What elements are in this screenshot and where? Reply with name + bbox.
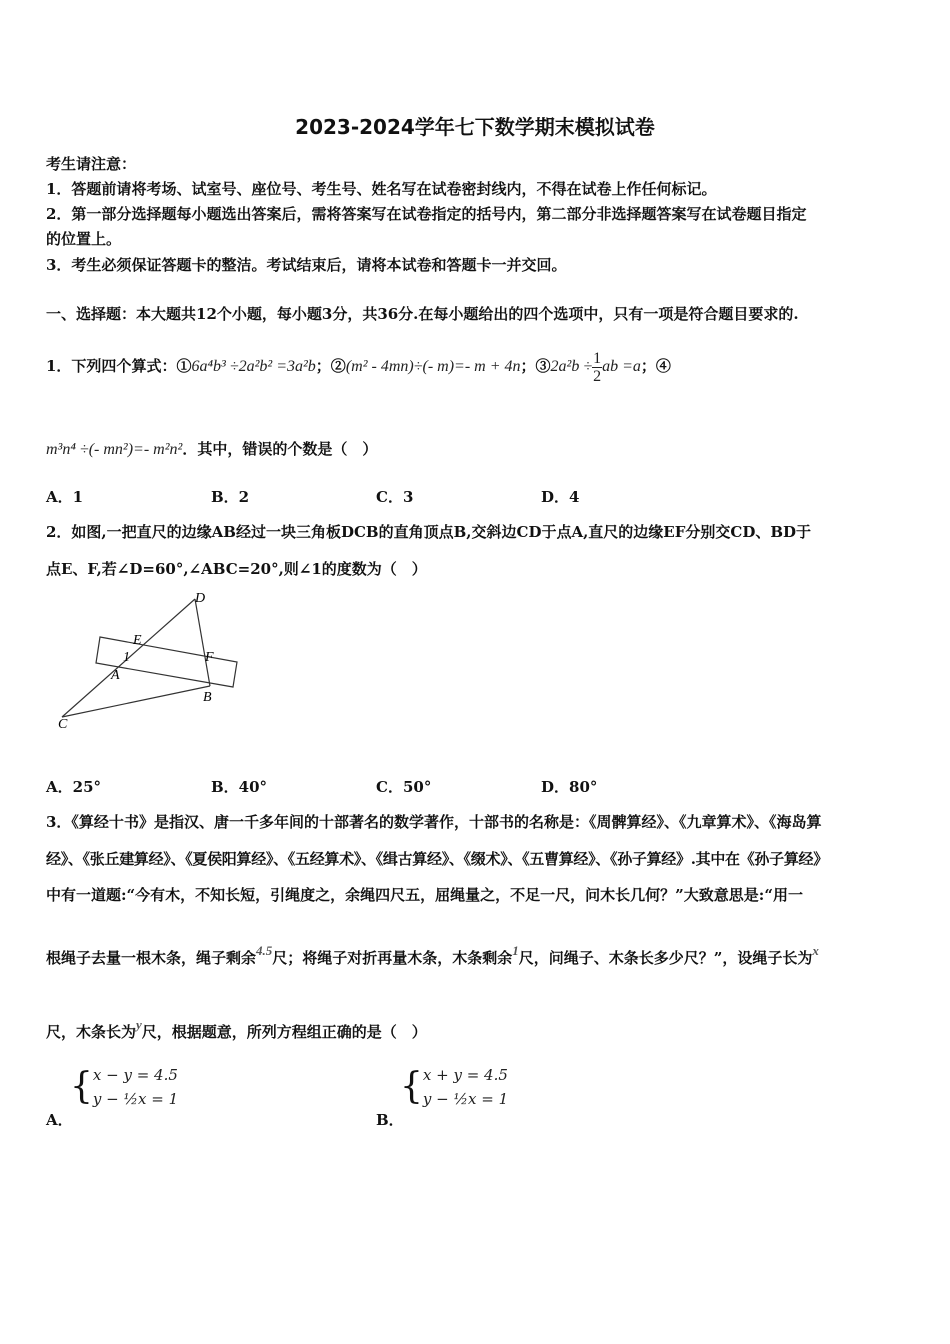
question-3-line-3: 中有一道题:“今有木，不知长短，引绳度之，余绳四尺五，屈绳量之，不足一尺，问木长几何？”大致意思是:“用一 [46, 886, 803, 904]
variable-y: y [136, 1017, 142, 1032]
notice-item-1: 1．答题前请将考场、试室号、座位号、考生号、姓名写在试卷密封线内，不得在试卷上作任何标记。 [46, 180, 717, 198]
q3-option-a-label: A． [46, 1111, 73, 1129]
brace-icon: { [70, 1066, 93, 1107]
variable-x: x [812, 943, 819, 958]
q3-b-equation-1: x + y = 4.5 [422, 1066, 508, 1084]
q1-expression-3: 2a²b ÷ $\frac{1}{2}$ ab =a [550, 350, 641, 385]
q1-fraction: $\frac{1}{2}$ [593, 350, 602, 385]
q1-expression-1: 6a⁴b³ ÷2a²b² =3a²b [191, 358, 316, 376]
q1-prefix: 1．下列四个算式： [46, 357, 177, 376]
question-3-line-4: 根绳子去量一根木条，绳子剩余4.5尺；将绳子对折再量木条，木条剩余1尺，问绳子、木条长多少尺？”，设绳子长为x [46, 943, 819, 967]
question-3-line-1: 3．《算经十书》是指汉、唐一千多年间的十部著名的数学著作，十部书的名称是：《周髀算经》、《九章算术》、《海岛算 [46, 813, 822, 831]
q2-option-c: C．50° [376, 778, 432, 796]
question-3-line-2: 经》、《张丘建算经》、《夏侯阳算经》、《五经算术》、《缉古算经》、《缀术》、《五曹算经》、《孙子算经》.其中在《孙子算经》 [46, 850, 828, 868]
label-c: C [58, 717, 68, 732]
q1-suffix: ．其中，错误的个数是（ ） [182, 440, 378, 458]
q3-a-equation-1: x − y = 4.5 [92, 1066, 178, 1084]
page-title: 2023-2024学年七下数学期末模拟试卷 [295, 115, 655, 139]
q1-marker-2: ；② [315, 357, 346, 376]
section-heading: 一、选择题：本大题共12个小题，每小题3分，共36分.在每小题给出的四个选项中，只有一项是符合题目要求的. [46, 305, 799, 323]
q3-a-equation-2: y − ½x = 1 [92, 1090, 179, 1108]
q3-option-b-system [400, 1063, 508, 1111]
line-db [195, 599, 210, 686]
q1-option-b: B．2 [211, 488, 250, 506]
q1-option-c: C．3 [376, 488, 414, 506]
brace-icon: { [400, 1066, 423, 1107]
q1-option-d: D．4 [541, 488, 580, 506]
q3-option-b-label: B． [376, 1111, 404, 1129]
question-1-cont [46, 438, 377, 459]
q1-marker-1: ① [176, 357, 192, 376]
q2-option-a: A．25° [46, 778, 102, 796]
question-2-line-1: 2．如图,一把直尺的边缘AB经过一块三角板DCB的直角顶点B,交斜边CD于点A,直尺的边缘EF分别交CD、BD于 [46, 523, 812, 541]
label-angle-1: 1 [123, 650, 130, 665]
label-f: F [205, 650, 214, 665]
q1-marker-4: ；④ [640, 357, 671, 376]
label-b: B [203, 690, 212, 705]
label-a: A [111, 668, 120, 683]
notice-item-2: 2．第一部分选择题每小题选出答案后，需将答案写在试卷指定的括号内，第二部分非选择题答案写在试卷题目指定 [46, 205, 807, 223]
line-cb [62, 686, 210, 717]
q2-option-d: D．80° [541, 778, 598, 796]
q3-b-equation-2: y − ½x = 1 [422, 1090, 509, 1108]
question-1 [46, 350, 671, 385]
value-4-5: 4.5 [256, 943, 273, 958]
value-1: 1 [512, 943, 519, 958]
q1-option-a: A．1 [46, 488, 84, 506]
q2-option-b: B．40° [211, 778, 268, 796]
question-3-line-5: 尺，木条长为y尺，根据题意，所列方程组正确的是（ ） [46, 1017, 427, 1041]
q1-marker-3: ；③ [520, 357, 551, 376]
q1-expression-4: m³n⁴ ÷(- mn²)=- m²n² [46, 441, 183, 458]
notice-item-3: 3．考生必须保证答题卡的整洁。考试结束后，请将本试卷和答题卡一并交回。 [46, 256, 567, 274]
q3-option-a-system [70, 1063, 178, 1111]
label-d: D [195, 591, 206, 606]
notice-heading: 考生请注意： [46, 155, 137, 173]
q2-triangle-ruler-figure [40, 585, 260, 735]
label-e: E [133, 633, 142, 648]
question-2-line-2: 点E、F,若∠D=60°,∠ABC=20°,则∠1的度数为（ ） [46, 560, 427, 578]
q1-expression-2: (m² - 4mn)÷(- m)=- m + 4n [345, 358, 521, 376]
notice-item-2-cont: 的位置上。 [46, 230, 122, 248]
